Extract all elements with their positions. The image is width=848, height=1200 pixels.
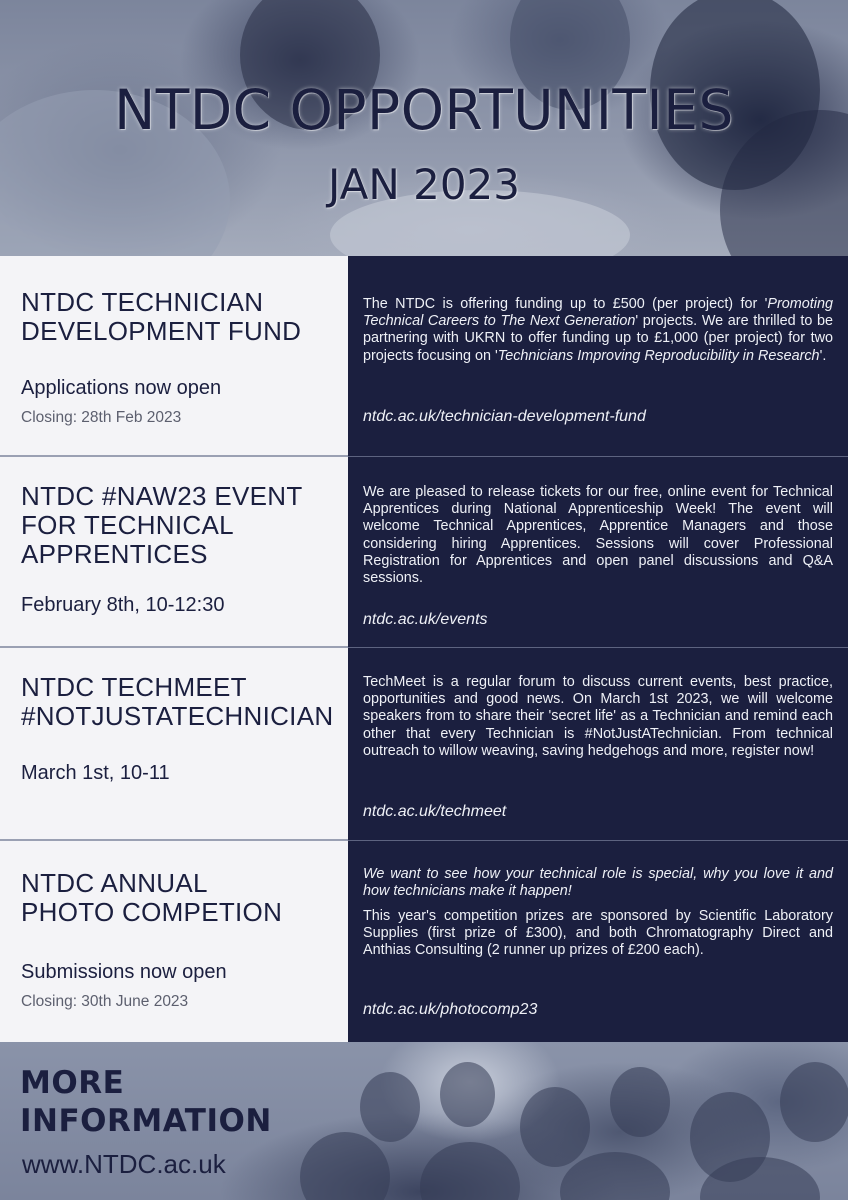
footer-photo-audience <box>520 1087 590 1167</box>
footer-photo-audience <box>420 1142 520 1200</box>
footer-photo-audience <box>360 1072 420 1142</box>
page-title: NTDC OPPORTUNITIES <box>114 78 734 142</box>
event-summary-panel <box>0 457 348 647</box>
event-link[interactable]: ntdc.ac.uk/techmeet <box>363 803 507 820</box>
event-details-panel <box>348 648 848 840</box>
event-details-panel <box>348 256 848 456</box>
event-description: We are pleased to release tickets for our free, online event for Technical Apprentices during National Apprenticeship Week! The event will welcome Technical Apprentices, Apprentice Managers and those considering hiring Apprentices. Sessions will cover Professional Registration for Apprentices and open panel discussions and Q&A sessions. <box>363 484 833 587</box>
event-link[interactable]: ntdc.ac.uk/events <box>363 611 488 628</box>
event-title: NTDC TECHNICIAN DEVELOPMENT FUND <box>21 287 302 346</box>
footer-photo-audience <box>300 1132 390 1200</box>
event-summary-panel <box>0 648 348 840</box>
event-status: Applications now open <box>21 377 222 399</box>
event-link[interactable]: ntdc.ac.uk/photocomp23 <box>363 1001 538 1018</box>
event-closing-date: Closing: 30th June 2023 <box>21 993 189 1010</box>
website-link[interactable]: www.NTDC.ac.uk <box>22 1149 226 1179</box>
header-banner <box>0 0 848 256</box>
more-information-heading <box>20 1064 270 1140</box>
event-summary-panel <box>0 256 348 456</box>
event-title: NTDC ANNUAL PHOTO COMPETION <box>21 868 283 927</box>
event-description: TechMeet is a regular forum to discuss current events, best practice, opportunities and good news. On March 1st 2023, we will welcome speakers from to share their 'secret life' as a Technician and remind each other that every Technician is #NotJustATechnician. From technical outreach to willow weaving, saving hedgehogs and more, register now! <box>363 674 833 759</box>
event-date: February 8th, 10-12:30 <box>21 594 225 616</box>
event-closing-date: Closing: 28th Feb 2023 <box>21 409 182 426</box>
page-subtitle: JAN 2023 <box>327 160 521 209</box>
event-row-development-fund <box>0 256 848 456</box>
footer-banner <box>0 1042 848 1200</box>
event-link[interactable]: ntdc.ac.uk/technician-development-fund <box>363 408 646 425</box>
event-summary-panel <box>0 841 348 1042</box>
more-information-text: MORE INFORMATION <box>20 1065 272 1139</box>
event-status: Submissions now open <box>21 961 227 983</box>
event-title: NTDC #NAW23 EVENT FOR TECHNICAL APPRENTICES <box>21 481 303 569</box>
event-title: NTDC TECHMEET #NOTJUSTATECHNICIAN <box>21 672 334 731</box>
footer-photo-audience <box>610 1067 670 1137</box>
event-row-photo-competition <box>0 841 848 1042</box>
event-description: This year's competition prizes are sponsored by Scientific Laboratory Supplies (first prize of £300), and both Chromatography Direct and Anthias Consulting (2 runner up prizes of £200 each). <box>363 908 833 959</box>
event-details-panel <box>348 457 848 647</box>
footer-photo-audience <box>440 1062 495 1127</box>
footer-photo-audience <box>560 1152 670 1200</box>
event-details-panel <box>348 841 848 1042</box>
event-row-techmeet <box>0 648 848 840</box>
event-row-naw23 <box>0 457 848 647</box>
footer-photo-audience <box>780 1062 848 1142</box>
event-description: The NTDC is offering funding up to £500 (per project) for 'Promoting Technical Careers to The Next Generation' projects. We are thrilled to be partnering with UKRN to offer funding up to £1,000 (per project) for two projects focusing on 'Technicians Improving Reproducibility in Research'. <box>363 296 833 364</box>
event-intro: We want to see how your technical role is special, why you love it and how technicians make it happen! <box>363 866 833 900</box>
event-date: March 1st, 10-11 <box>21 762 170 784</box>
